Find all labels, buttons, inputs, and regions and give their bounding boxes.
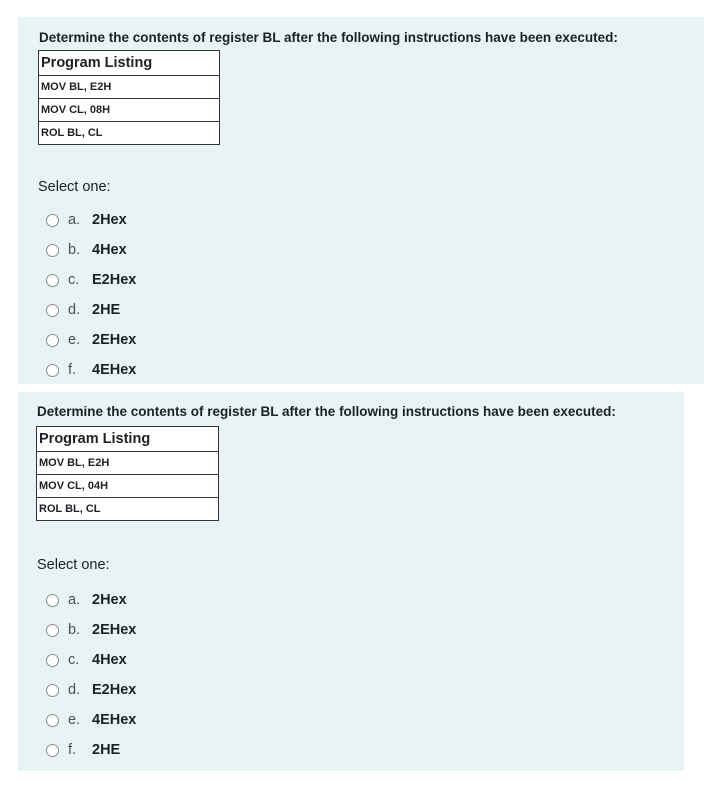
listing-line: MOV CL, 04H [37,475,219,498]
option-d[interactable] [46,295,136,325]
listing-line: ROL BL, CL [39,122,220,145]
program-listing-table [36,426,219,521]
option-a[interactable] [46,585,136,615]
listing-line: MOV BL, E2H [37,452,219,475]
option-f[interactable] [46,735,136,765]
radio-button[interactable] [46,684,59,697]
option-label[interactable]: 2HE [92,302,121,318]
radio-button[interactable] [46,334,59,347]
question-2 [18,392,684,771]
option-letter: d. [68,302,81,318]
option-label[interactable]: 4EHex [92,362,137,378]
radio-button[interactable] [46,304,59,317]
question-text: Determine the contents of register BL after the following instructions have been executed: [37,404,616,419]
option-b[interactable] [46,235,136,265]
option-e[interactable] [46,705,136,735]
option-c[interactable] [46,645,136,675]
listing-line: ROL BL, CL [37,498,219,521]
radio-button[interactable] [46,654,59,667]
select-one-prompt: Select one: [37,557,110,573]
radio-button[interactable] [46,274,59,287]
option-letter: a. [68,592,81,608]
option-label[interactable]: 2EHex [92,332,137,348]
option-b[interactable] [46,615,136,645]
listing-header: Program Listing [37,427,219,452]
option-letter: f. [68,742,77,758]
listing-header: Program Listing [39,51,220,76]
option-letter: e. [68,332,81,348]
option-letter: b. [68,242,81,258]
option-letter: e. [68,712,81,728]
answer-options [46,205,136,385]
option-label[interactable]: 2Hex [92,592,127,608]
option-letter: a. [68,212,81,228]
radio-button[interactable] [46,714,59,727]
listing-line: MOV CL, 08H [39,99,220,122]
option-label[interactable]: 4Hex [92,242,127,258]
radio-button[interactable] [46,244,59,257]
option-label[interactable]: E2Hex [92,272,137,288]
program-listing-table [38,50,220,145]
option-f[interactable] [46,355,136,385]
radio-button[interactable] [46,624,59,637]
option-label[interactable]: E2Hex [92,682,137,698]
question-text: Determine the contents of register BL after the following instructions have been executed: [39,30,618,45]
option-label[interactable]: 2EHex [92,622,137,638]
option-letter: f. [68,362,77,378]
option-letter: c. [68,272,80,288]
radio-button[interactable] [46,744,59,757]
option-c[interactable] [46,265,136,295]
option-label[interactable]: 2HE [92,742,121,758]
option-letter: c. [68,652,80,668]
option-d[interactable] [46,675,136,705]
option-label[interactable]: 4EHex [92,712,137,728]
option-label[interactable]: 2Hex [92,212,127,228]
answer-options [46,585,136,765]
listing-line: MOV BL, E2H [39,76,220,99]
select-one-prompt: Select one: [38,179,111,195]
option-label[interactable]: 4Hex [92,652,127,668]
option-e[interactable] [46,325,136,355]
radio-button[interactable] [46,594,59,607]
option-letter: d. [68,682,81,698]
question-1 [18,17,704,384]
radio-button[interactable] [46,364,59,377]
option-letter: b. [68,622,81,638]
radio-button[interactable] [46,214,59,227]
option-a[interactable] [46,205,136,235]
